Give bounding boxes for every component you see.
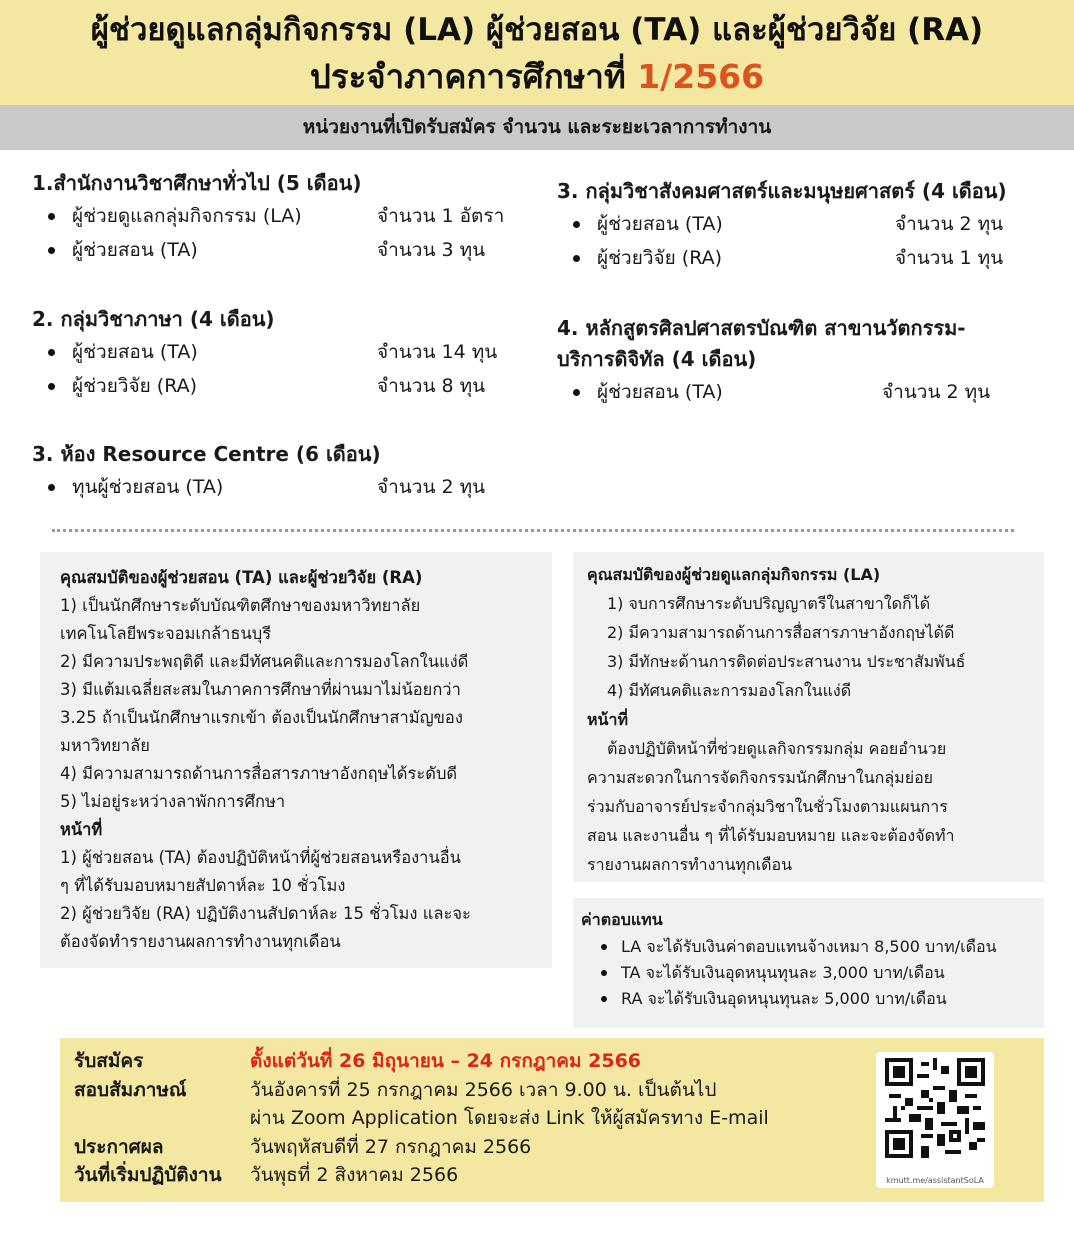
interview-row	[74, 1076, 717, 1104]
result-value: วันพฤหัสบดีที่ 27 กรกฎาคม 2566	[250, 1136, 532, 1158]
duty-line: 1) ผู้ช่วยสอน (TA) ต้องปฏิบัติหน้าที่ผู้ช่วยสอนหรืองานอื่น	[60, 848, 461, 867]
unit-item-role: ผู้ช่วยวิจัย (RA)	[597, 247, 723, 269]
unit-general-education	[32, 168, 542, 267]
apply-value: ตั้งแต่วันที่ 26 มิถุนายน – 24 กรกฎาคม 2566	[250, 1050, 642, 1072]
header-banner	[0, 0, 1074, 105]
unit-item-role: ผู้ช่วยสอน (TA)	[597, 213, 723, 235]
unit-item	[557, 207, 1067, 241]
interview-row-2	[74, 1104, 769, 1132]
unit-title: 3. กลุ่มวิชาสังคมศาสตร์และมนุษยศาสตร์ (4 เดือน)	[557, 179, 1007, 203]
qualification-line: 3) มีทักษะด้านการติดต่อประสานงาน ประชาสัมพันธ์	[607, 652, 966, 671]
qualification-line: 5) ไม่อยู่ระหว่างลาพักการศึกษา	[60, 792, 286, 811]
box-title: คุณสมบัติของผู้ช่วยดูแลกลุ่มกิจกรรม (LA)	[587, 565, 881, 584]
unit-item	[557, 375, 1067, 409]
dotted-divider	[52, 529, 1014, 532]
qualification-line: มหาวิทยาลัย	[60, 736, 150, 755]
result-label: ประกาศผล	[74, 1136, 164, 1158]
qualification-line: 1) จบการศึกษาระดับปริญญาตรีในสาขาใดก็ได้	[607, 594, 931, 613]
qualification-line: 1) เป็นนักศึกษาระดับบัณฑิตศึกษาของมหาวิทยาลัย	[60, 596, 421, 615]
unit-item	[32, 470, 542, 504]
unit-item-count: จำนวน 1 อัตรา	[377, 205, 505, 227]
unit-title: 2. กลุ่มวิชาภาษา (4 เดือน)	[32, 307, 275, 331]
la-qualifications-box	[573, 552, 1044, 882]
duty-title: หน้าที่	[60, 820, 103, 839]
qualification-line: เทคโนโลยีพระจอมเกล้าธนบุรี	[60, 624, 272, 643]
unit-item-role: ผู้ช่วยดูแลกลุ่มกิจกรรม (LA)	[72, 205, 302, 227]
start-label: วันที่เริ่มปฏิบัติงาน	[74, 1164, 222, 1186]
qr-code[interactable]	[876, 1052, 994, 1188]
duty-line: 2) ผู้ช่วยวิจัย (RA) ปฏิบัติงานสัปดาห์ละ 15 ชั่วโมง และจะ	[60, 904, 471, 923]
qualification-line: 4) มีความสามารถด้านการสื่อสารภาษาอังกฤษได้ระดับดี	[60, 764, 458, 783]
qualification-line: 2) มีความประพฤติดี และมีทัศนคติและการมองโลกในแง่ดี	[60, 652, 469, 671]
unit-item-role: ทุนผู้ช่วยสอน (TA)	[72, 476, 224, 498]
compensation-box	[573, 898, 1044, 1028]
unit-social-humanities	[557, 176, 1067, 275]
unit-item-role: ผู้ช่วยสอน (TA)	[72, 239, 198, 261]
unit-item-role: ผู้ช่วยวิจัย (RA)	[72, 375, 198, 397]
title-line-2	[0, 50, 1074, 103]
unit-item-count: จำนวน 2 ทุน	[882, 381, 991, 403]
unit-item-count: จำนวน 2 ทุน	[377, 476, 486, 498]
ta-ra-qualifications-box	[40, 552, 552, 968]
compensation-title: ค่าตอบแทน	[581, 910, 663, 929]
unit-item	[32, 335, 542, 369]
unit-item-role: ผู้ช่วยสอน (TA)	[72, 341, 198, 363]
duty-line: ความสะดวกในการจัดกิจกรรมนักศึกษาในกลุ่มย่อย	[587, 768, 934, 787]
duty-line: ร่วมกับอาจารย์ประจำกลุ่มวิชาในชั่วโมงตามแผนการ	[587, 797, 948, 816]
unit-item	[32, 233, 542, 267]
duty-line: รายงานผลการทำงานทุกเดือน	[587, 855, 793, 874]
unit-title: 1.สำนักงานวิชาศึกษาทั่วไป (5 เดือน)	[32, 171, 362, 195]
unit-item-role: ผู้ช่วยสอน (TA)	[597, 381, 723, 403]
unit-item	[32, 199, 542, 233]
start-row	[74, 1161, 459, 1189]
unit-resource-centre	[32, 439, 542, 504]
compensation-item: LA จะได้รับเงินค่าตอบแทนจ้างเหมา 8,500 บาท/เดือน	[581, 934, 1036, 960]
unit-title-cont: บริการดิจิทัล (4 เดือน)	[557, 347, 757, 371]
title-term-prefix: ประจำภาคการศึกษาที่	[309, 57, 626, 96]
unit-title: 3. ห้อง Resource Centre (6 เดือน)	[32, 442, 381, 466]
start-value: วันพุธที่ 2 สิงหาคม 2566	[250, 1164, 459, 1186]
unit-item	[32, 369, 542, 403]
qualification-line: 2) มีความสามารถด้านการสื่อสารภาษาอังกฤษได้ดี	[607, 623, 955, 642]
apply-row	[74, 1047, 642, 1075]
qualification-line: 3.25 ถ้าเป็นนักศึกษาแรกเข้า ต้องเป็นนักศึกษาสามัญของ	[60, 708, 463, 727]
qr-code-graphic	[885, 1058, 985, 1158]
unit-item	[557, 241, 1067, 275]
interview-label: สอบสัมภาษณ์	[74, 1079, 187, 1101]
unit-item-count: จำนวน 1 ทุน	[895, 247, 1004, 269]
duty-line: ๆ ที่ได้รับมอบหมายสัปดาห์ละ 10 ชั่วโมง	[60, 876, 346, 895]
unit-item-count: จำนวน 8 ทุน	[377, 375, 486, 397]
duty-title: หน้าที่	[587, 710, 629, 729]
duty-line: สอน และงานอื่น ๆ ที่ได้รับมอบหมาย และจะต้องจัดทำ	[587, 826, 955, 845]
title-term: 1/2566	[637, 57, 765, 96]
qr-caption: kmutt.me/assistantSoLA	[886, 1176, 984, 1185]
qualification-line: 3) มีแต้มเฉลี่ยสะสมในภาคการศึกษาที่ผ่านมาไม่น้อยกว่า	[60, 680, 461, 699]
duty-line: ต้องปฏิบัติหน้าที่ช่วยดูแลกิจกรรมกลุ่ม คอยอำนวย	[607, 739, 947, 758]
unit-title: 4. หลักสูตรศิลปศาสตรบัณฑิต สาขานวัตกรรม-	[557, 316, 966, 340]
section-subheader: หน่วยงานที่เปิดรับสมัคร จำนวน และระยะเวลาการทำงาน	[0, 105, 1074, 150]
unit-item-count: จำนวน 2 ทุน	[895, 213, 1004, 235]
unit-digital-service	[557, 313, 1067, 409]
compensation-item: RA จะได้รับเงินอุดหนุนทุนละ 5,000 บาท/เดือน	[581, 986, 1036, 1012]
duty-line: ต้องจัดทำรายงานผลการทำงานทุกเดือน	[60, 932, 341, 951]
interview-value-2: ผ่าน Zoom Application โดยจะส่ง Link ให้ผู้สมัครทาง E-mail	[250, 1107, 769, 1129]
interview-value: วันอังคารที่ 25 กรกฎาคม 2566 เวลา 9.00 น. เป็นต้นไป	[250, 1079, 717, 1101]
unit-item-count: จำนวน 14 ทุน	[377, 341, 498, 363]
schedule-panel	[60, 1038, 1044, 1202]
unit-language	[32, 304, 542, 403]
title-line-1: ผู้ช่วยดูแลกลุ่มกิจกรรม (LA) ผู้ช่วยสอน (TA) และผู้ช่วยวิจัย (RA)	[90, 12, 984, 48]
apply-label: รับสมัคร	[74, 1050, 144, 1072]
compensation-item: TA จะได้รับเงินอุดหนุนทุนละ 3,000 บาท/เดือน	[581, 960, 1036, 986]
unit-item-count: จำนวน 3 ทุน	[377, 239, 486, 261]
result-row	[74, 1133, 532, 1161]
qualification-line: 4) มีทัศนคติและการมองโลกในแง่ดี	[607, 681, 852, 700]
box-title: คุณสมบัติของผู้ช่วยสอน (TA) และผู้ช่วยวิจัย (RA)	[60, 568, 423, 587]
